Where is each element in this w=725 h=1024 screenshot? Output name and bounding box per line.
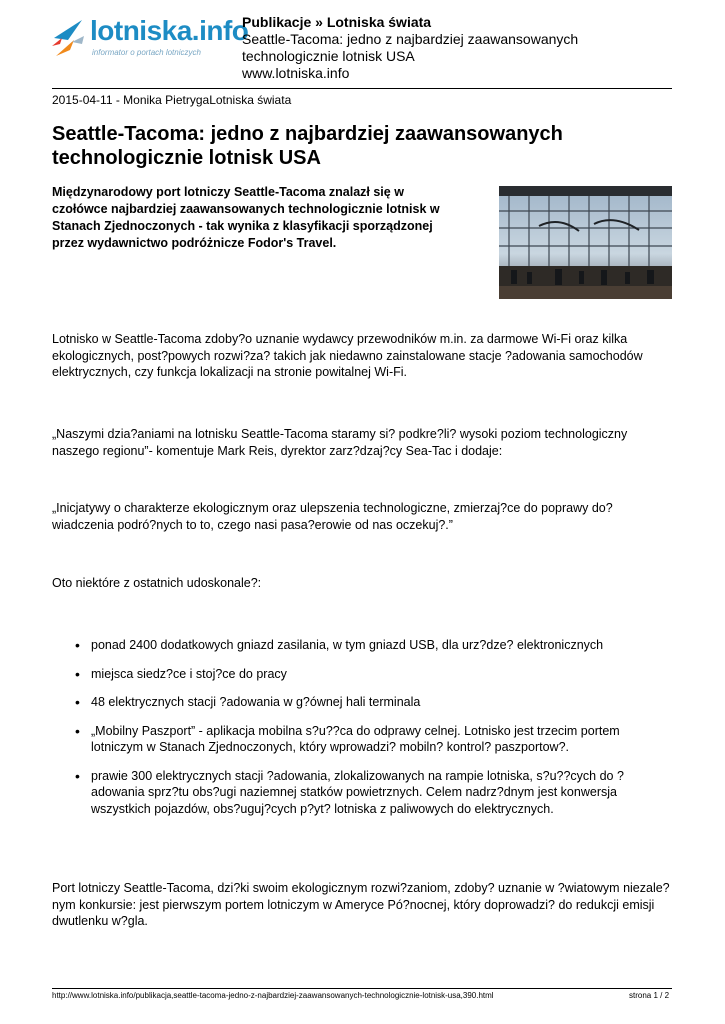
page-number: strona 1 / 2 — [629, 991, 670, 1000]
terminal-photo-image — [499, 186, 672, 299]
page-header — [242, 14, 672, 82]
list-item: • 48 elektrycznych stacji ?adowania w g?ównej hali terminala — [52, 694, 672, 711]
terminal-photo — [499, 186, 672, 299]
article-lead: Międzynarodowy port lotniczy Seattle-Tacoma znalazł się w czołówce najbardziej zaawansowanych technologicznie lotnisk w Stanach Zjednoczonych - tak wynika z klasyfikacji sporządzonej przez wydawnictwo podróżnicze Fodor's Travel. — [52, 185, 440, 250]
header-divider — [52, 88, 672, 89]
header-site: www.lotniska.info — [242, 65, 350, 81]
list-item: • prawie 300 elektrycznych stacji ?adowania, zlokalizowanych na rampie lotniska, s?u??cych do ?adowania sprz?tu obs?ugi naziemnej statków powietrznych. Celem nadrz?dnym jest konwersja wszystkich pojazdów, obs?uguj?cych p?yt? lotniska z paliwowych do elektrycznych. — [52, 768, 672, 818]
list-item: • ponad 2400 dodatkowych gniazd zasilania, w tym gniazd USB, dla urz?dze? elektronicznych — [52, 637, 672, 654]
article-paragraph: Port lotniczy Seattle-Tacoma, dzi?ki swoim ekologicznym rozwi?zaniom, zdoby? uznanie w ?wiatowym niezale?nym konkursie: jest pierwszym portem lotniczym w Ameryce Pó?nocnej, który doprowadzi? do redukcji emisji dwutlenku w?gla. — [52, 881, 670, 928]
article-paragraph: Lotnisko w Seattle-Tacoma zdoby?o uznanie wydawcy przewodników m.in. za darmowe Wi-Fi oraz kilka ekologicznych, post?powych rozwi?za? takich jak niedawno zainstalowane stacje ?adowania samochodów elektrycznych, czy funkcja lokalizacji na stronie powitalnej Wi-Fi. — [52, 332, 643, 379]
article-meta: 2015-04-11 - Monika PietrygaLotniska świata — [52, 93, 292, 107]
logo-mark-icon — [52, 16, 86, 60]
article-title: Seattle-Tacoma: jedno z najbardziej zaawansowanych technologicznie lotnisk USA — [52, 123, 563, 169]
site-logo[interactable] — [52, 14, 249, 64]
article-quote: „Inicjatywy o charakterze ekologicznym oraz ulepszenia technologiczne, zmierzaj?ce do poprawy do?wiadczenia podró?nych to to, czego nasi pasa?erowie od nas oczekuj?.” — [52, 501, 613, 532]
article-quote: „Naszymi dzia?aniami na lotnisku Seattle-Tacoma staramy si? podkre?li? wysoki poziom technologiczny naszego regionu”- komentuje Mark Reis, dyrektor zarz?dzaj?cy Sea-Tac i dodaje: — [52, 427, 628, 458]
logo-name: lotniska.info — [90, 15, 249, 46]
footer-divider — [52, 988, 672, 989]
footer-url-link[interactable]: http://www.lotniska.info/publikacja,seattle-tacoma-jedno-z-najbardziej-zaawansowanych-technologicznie-lotnisk-usa,390.html — [52, 991, 494, 1000]
header-subtitle: Seattle-Tacoma: jedno z najbardziej zaawansowanych technologicznie lotnisk USA — [242, 31, 579, 64]
list-item: • „Mobilny Paszport” - aplikacja mobilna s?u??ca do odprawy celnej. Lotnisko jest trzecim portem lotniczym w Stanach Zjednoczonych, który wprowadzi? mobiln? kontrol? paszportow?. — [52, 723, 672, 756]
breadcrumb: Publikacje » Lotniska świata — [242, 14, 432, 30]
logo-tagline: informator o portach lotniczych — [92, 48, 201, 57]
article-paragraph: Oto niektóre z ostatnich udoskonale?: — [52, 576, 262, 590]
improvements-list — [52, 637, 672, 817]
list-item: • miejsca siedz?ce i stoj?ce do pracy — [52, 666, 672, 683]
